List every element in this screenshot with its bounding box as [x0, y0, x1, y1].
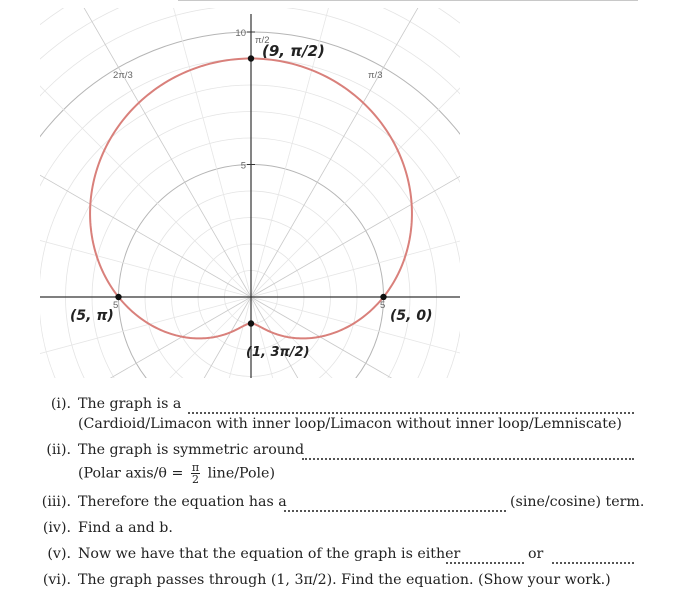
- curve-point: [248, 320, 254, 326]
- question-number: (iv).: [42, 520, 71, 536]
- annotation-left-point: (5, π): [70, 308, 114, 324]
- grid-ray: [0, 0, 251, 297]
- question-text: The graph is symmetric around: [78, 442, 305, 458]
- angle-label-pi-3: π/3: [368, 70, 383, 81]
- question-text: Therefore the equation has a: [78, 494, 287, 510]
- annotation-top-point: (9, π/2): [262, 42, 325, 60]
- grid-ray: [251, 87, 615, 297]
- grid-ray: [0, 297, 251, 390]
- angle-label-pi-2: π/2: [255, 35, 270, 46]
- grid-ray: [0, 188, 251, 297]
- question-number: (vi).: [42, 572, 71, 588]
- grid-ray: [251, 297, 615, 390]
- grid-ray: [142, 0, 251, 297]
- question-number: (iii).: [41, 494, 71, 510]
- question-text: The graph is a: [78, 396, 182, 412]
- r-tick-label-5: 5: [240, 160, 246, 172]
- annotation-right-point: (5, 0): [390, 308, 433, 324]
- grid-circle: [0, 32, 516, 390]
- angle-label-2pi-3: 2π/3: [113, 70, 133, 81]
- question-suffix: (sine/cosine) term.: [510, 494, 645, 510]
- question-number: (ii).: [46, 442, 71, 458]
- question-number: (i).: [50, 396, 71, 412]
- answer-blank[interactable]: [552, 561, 634, 564]
- graph-labels: [113, 28, 385, 311]
- question-text: Find a and b.: [78, 520, 173, 536]
- answer-blank[interactable]: [284, 509, 506, 512]
- answer-blank[interactable]: [302, 457, 634, 460]
- question-options: [78, 462, 275, 485]
- question-text: The graph passes through (1, 3π/2). Find the equation. (Show your work.): [78, 572, 611, 588]
- grid-ray: [0, 297, 251, 390]
- question-options: (Cardioid/Limacon with inner loop/Limacon without inner loop/Lemniscate): [78, 416, 622, 432]
- fraction-numerator: π: [191, 461, 200, 474]
- answer-blank[interactable]: [446, 561, 524, 564]
- grid-ray: [251, 297, 360, 390]
- grid-ray: [251, 297, 657, 390]
- grid-ray: [251, 188, 657, 297]
- grid-ray: [41, 0, 251, 297]
- curve-point: [248, 55, 254, 61]
- answer-blank[interactable]: [188, 411, 634, 414]
- options-suffix: line/Pole): [207, 465, 275, 482]
- question-number: (v).: [47, 546, 71, 562]
- fraction-denominator: 2: [191, 473, 199, 486]
- grid-ray: [142, 297, 251, 390]
- r-tick-label-10: 10: [235, 28, 246, 39]
- pi-over-2-fraction: [191, 462, 200, 485]
- axis-tick-label-left: 5: [113, 300, 119, 311]
- axis-tick-label-right: 5: [380, 300, 386, 311]
- or-word: or: [528, 546, 544, 562]
- question-text: Now we have that the equation of the graph is either: [78, 546, 461, 562]
- options-prefix: (Polar axis/θ =: [78, 465, 184, 482]
- annotation-bottom-point: (1, 3π/2): [246, 345, 310, 360]
- grid-ray: [0, 297, 251, 390]
